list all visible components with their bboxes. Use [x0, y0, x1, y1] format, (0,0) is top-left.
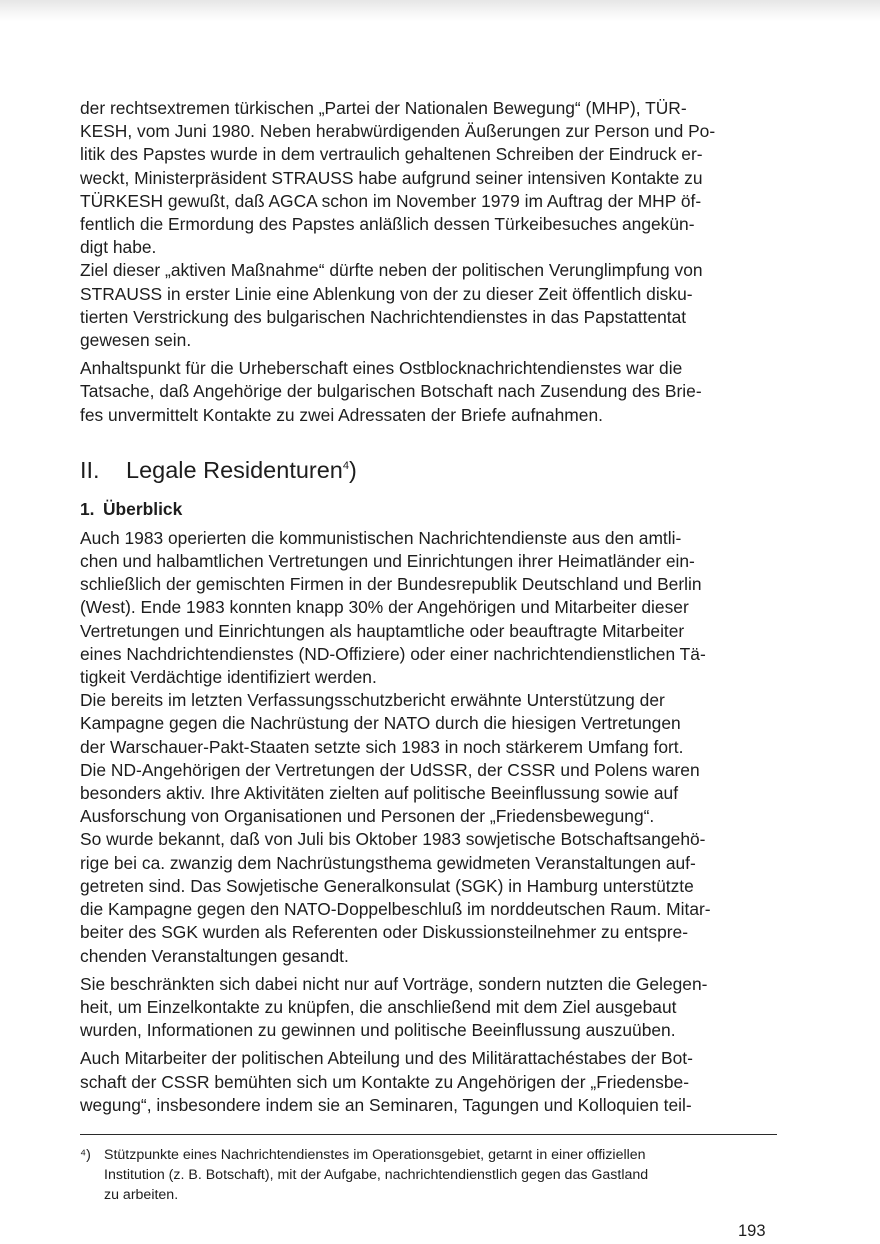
- subsection-paragraph-2: Die bereits im letzten Verfassungsschutzbericht erwähnte Unterstützung der Kampagne gegen die Nachrüstung der NATO durch die hiesigen Vertretungen der Warschauer-Pakt-Staaten setzte sich 1983 in noch stärkerem Umfang fort. Die ND-Angehörigen der Vertretungen der UdSSR, der CSSR und Polens waren besonders aktiv. Ihre Aktivitäten zielten auf politische Beeinflussung sowie auf Ausforschung von Organisationen und Personen der „Friedensbewegung“.: [80, 690, 700, 827]
- subsection-paragraph-5: Auch Mitarbeiter der politischen Abteilung und des Militärattachéstabes der Bot- schaft der CSSR bemühten sich um Kontakte zu Angehörigen der „Friedensbe- wegung“, insbesondere indem sie an Seminaren, Tagungen und Kolloquien teil-: [80, 1048, 693, 1115]
- subsection-paragraph-3: So wurde bekannt, daß von Juli bis Oktober 1983 sowjetische Botschaftsangehö- rige bei ca. zwanzig dem Nachrüstungsthema gewidmeten Veranstaltungen auf- getreten sind. Das Sowjetische Generalkonsulat (SGK) in Hamburg unterstützte die Kampagne gegen den NATO-Doppelbeschluß im norddeutschen Raum. Mitar- beiter des SGK wurden als Referenten oder Diskussionsteilnehmer zu entspre- chenden Veranstaltungen gesandt.: [80, 829, 711, 966]
- section-title-suffix: ): [349, 456, 357, 483]
- footnote-divider: [80, 1134, 777, 1135]
- body-paragraph-1: der rechtsextremen türkischen „Partei der Nationalen Bewegung“ (MHP), TÜR- KESH, vom Juni 1980. Neben herabwürdigenden Äußerungen zur Person und Po- litik des Papstes wurde in dem vertraulich gehaltenen Schreiben der Eindruck er- weckt, Ministerpräsident STRAUSS habe aufgrund seiner intensiven Kontakte zu TÜRKESH gewußt, daß AGCA schon im November 1979 im Auftrag der MHP öf- fentlich die Ermordung des Papstes anläßlich dessen Türkeibesuches angekün- digt habe.: [80, 98, 716, 258]
- subsection-number: 1.: [80, 498, 95, 519]
- subsection-paragraph-4: Sie beschränkten sich dabei nicht nur auf Vorträge, sondern nutzten die Gelegen- heit, um Einzelkontakte zu knüpfen, die anschließend mit dem Ziel ausgebaut wurden, Informationen zu gewinnen und politische Beeinflussung auszuüben.: [80, 973, 708, 1041]
- footnote-marker: ⁴): [80, 1147, 91, 1163]
- body-paragraph-3: Anhaltspunkt für die Urheberschaft eines Ostblocknachrichtendienstes war die Tatsache, daß Angehörige der bulgarischen Botschaft nach Zusendung des Brie- fes unvermittelt Kontakte zu zwei Adressaten der Briefe aufnahmen.: [80, 358, 702, 425]
- section-number: II.: [80, 456, 100, 483]
- section-heading: [80, 455, 777, 485]
- page-number: 193: [738, 1222, 766, 1240]
- footnote-reference: 4: [342, 460, 350, 473]
- body-paragraph-2: Ziel dieser „aktiven Maßnahme“ dürfte neben der politischen Verunglimpfung von STRAUSS in erster Linie eine Ablenkung von der zu dieser Zeit öffentlich disku- tierten Verstrickung des bulgarischen Nachrichtendienstes in das Papstattentat gewesen sein.: [80, 260, 703, 351]
- page-body: [80, 97, 777, 1117]
- section-title: Legale Residenturen: [126, 456, 343, 483]
- subsection-paragraph-1: Auch 1983 operierten die kommunistischen Nachrichtendienste aus den amtli- chen und halbamtlichen Vertretungen und Einrichtungen ihrer Heimatländer ein- schließlich der gemischten Firmen in der Bundesrepublik Deutschland und Berlin (West). Ende 1983 konnten knapp 30% der Angehörigen und Mitarbeiter dieser Vertretungen und Einrichtungen als hauptamtliche oder beauftragte Mitarbeiter eines Nachdrichtendienstes (ND-Offiziere) oder einer nachrichtendienstlichen Tä- tigkeit Verdächtige identifiziert werden.: [80, 527, 706, 688]
- subsection-title: Überblick: [103, 498, 183, 519]
- footnote: [80, 1145, 777, 1205]
- scan-edge-shadow: [0, 0, 880, 22]
- footnote-text: Stützpunkte eines Nachrichtendienstes im Operationsgebiet, getarnt in einer offiziellen Institution (z. B. Botschaft), mit der Aufgabe, nachrichtendienstlich gegen das Gastland zu arbeiten.: [104, 1147, 649, 1203]
- subsection-heading: [80, 498, 777, 521]
